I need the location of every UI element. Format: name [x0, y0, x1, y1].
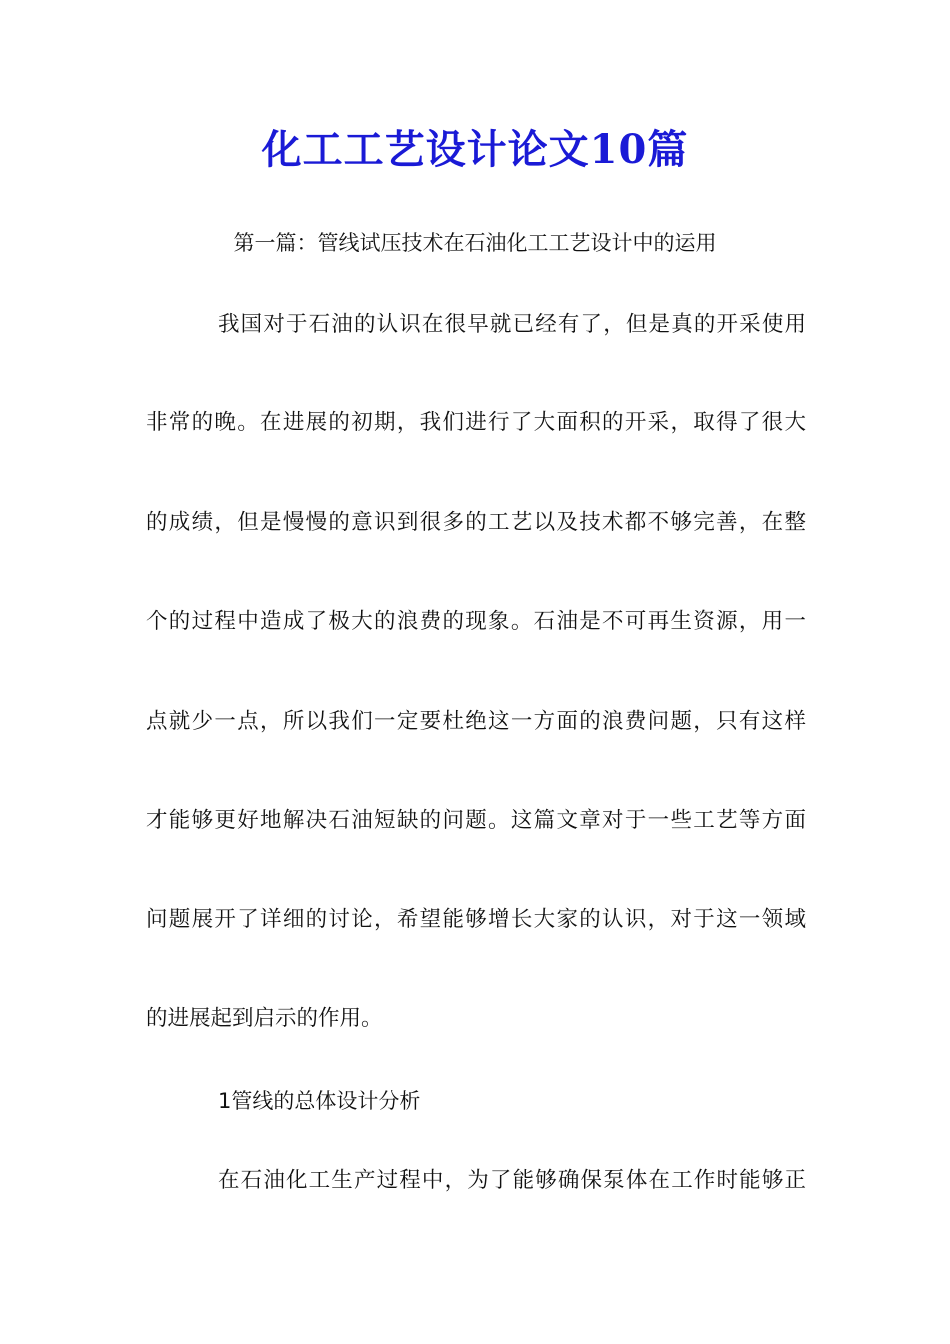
- paragraph-line: 我国对于石油的认识在很早就已经有了，但是真的开采使用: [218, 312, 806, 337]
- document-subtitle: 第一篇：管线试压技术在石油化工工艺设计中的运用: [233, 231, 717, 255]
- paragraph-line: 才能够更好地解决石油短缺的问题。这篇文章对于一些工艺等方面: [146, 808, 806, 833]
- paragraph-line: 个的过程中造成了极大的浪费的现象。石油是不可再生资源，用一: [146, 609, 806, 634]
- paragraph-line: 非常的晚。在进展的初期，我们进行了大面积的开采，取得了很大: [146, 410, 806, 435]
- paragraph-line: 在石油化工生产过程中，为了能够确保泵体在工作时能够正: [218, 1168, 806, 1193]
- document-title: 化工工艺设计论文10篇: [261, 126, 689, 173]
- section-heading: 1管线的总体设计分析: [218, 1089, 421, 1113]
- paragraph-line: 的成绩，但是慢慢的意识到很多的工艺以及技术都不够完善，在整: [146, 510, 806, 535]
- paragraph-line: 点就少一点，所以我们一定要杜绝这一方面的浪费问题，只有这样: [146, 709, 806, 734]
- paragraph-line: 问题展开了详细的讨论，希望能够增长大家的认识，对于这一领域: [146, 907, 806, 932]
- paragraph-line: 的进展起到启示的作用。: [146, 1006, 383, 1031]
